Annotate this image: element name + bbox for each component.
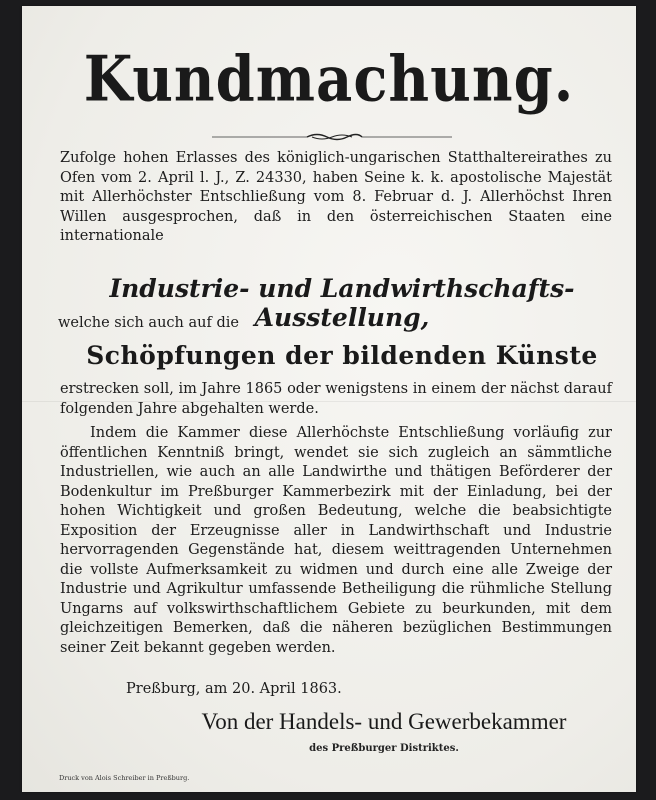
issuer-district: des Preßburger Distriktes. (309, 743, 459, 754)
intro-paragraph: Zufolge hohen Erlasses des königlich-ungarischen Statthaltereirathes zu Ofen vom 2. April l. J., Z. 24330, haben Seine k. k. apostolische Majestät mit Allerhöchster Entschließung vom 8. Februar d. J. Allerhöchst Ihren Willen ausgesprochen, daß in den österreichischen Staaten eine internationale (60, 150, 612, 244)
timeframe-paragraph: erstrecken soll, im Jahre 1865 oder wenigstens in einem der nächst darauf folgenden Jahre abgehalten werde. (60, 381, 612, 417)
notice-title: Kundmachung. (83, 42, 575, 116)
notice-sheet (22, 6, 636, 792)
ornament-divider (212, 130, 452, 144)
main-paragraph: Indem die Kammer diese Allerhöchste Entschließung vorläufig zur öffentlichen Kenntniß bringt, wendet sie sich zugleich an sämmtliche Industriellen, wie auch an alle Landwirthe und thätigen Beförderer der Bodenkultur im Preßburger Kammerbezirk mit der Einladung, bei der hohen Wichtigkeit und großen Bedeutung, welche die beabsichtigte Exposition der Erzeugnisse aller in Landwirthschaft und Industrie hervorragenden Gegenstände hat, diesem weittragenden Unternehmen die vollste Aufmerksamkeit zu widmen und durch eine alle Zweige der Industrie und Agrikultur umfassende Betheiligung die rühmliche Stellung Ungarns auf volkswirthschaftlichem Gebiete zu beurkunden, mit dem gleichzeitigen Bemerken, daß die näheren bezüglichen Bestimmungen seiner Zeit bekannt gegeben werden. (60, 425, 612, 656)
issuer-name: Von der Handels- und Gewerbekammer (201, 709, 567, 734)
date-line: Preßburg, am 20. April 1863. (126, 681, 342, 697)
fine-arts-heading: Schöpfungen der bildenden Künste (86, 341, 598, 370)
printer-imprint: Druck von Alois Schreiber in Preßburg. (59, 774, 190, 782)
exhibition-heading: Industrie- und Landwirthschafts-Ausstellung, (109, 274, 575, 332)
connector-line: welche sich auch auf die (58, 315, 239, 331)
